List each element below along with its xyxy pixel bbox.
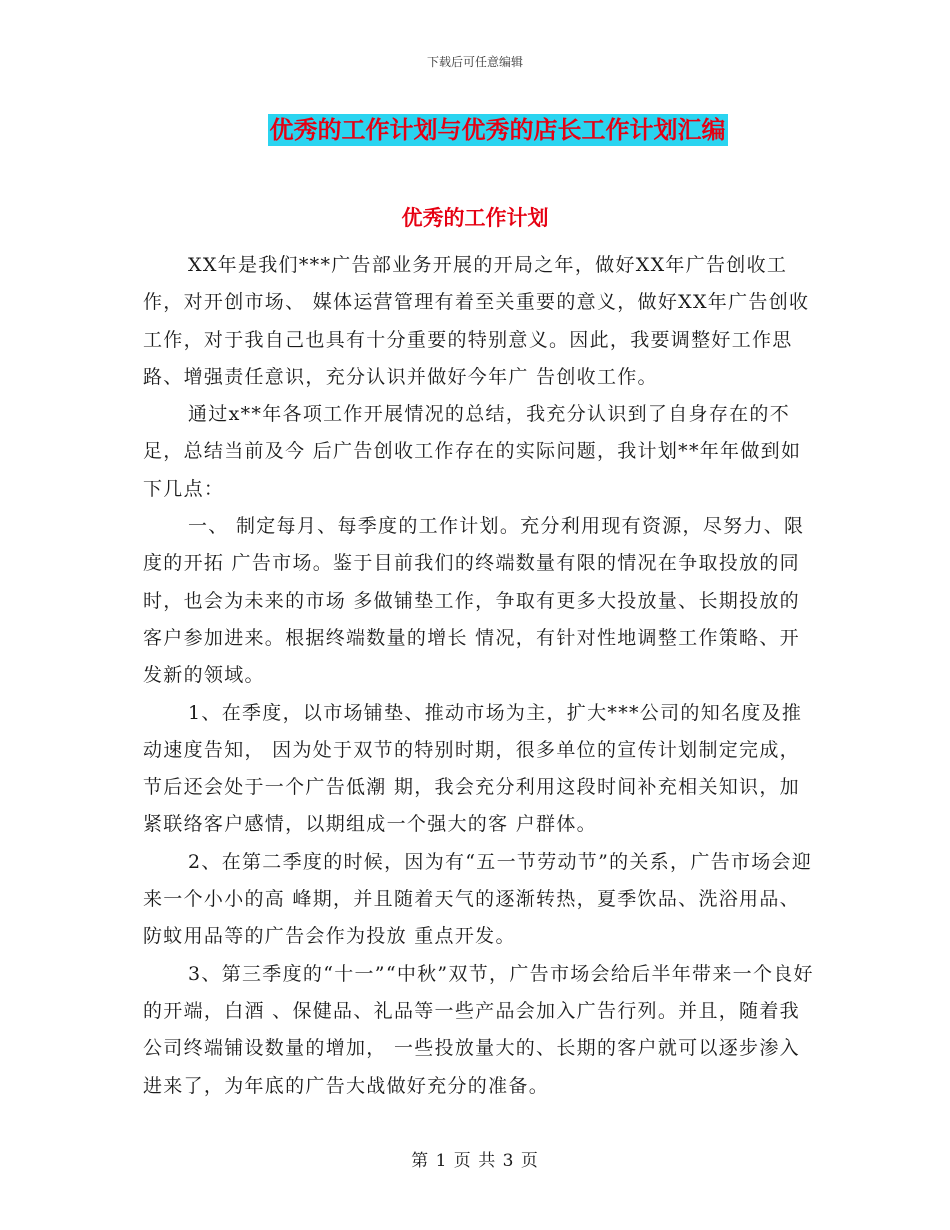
page-footer: 第 1 页 共 3 页 xyxy=(411,1151,539,1171)
document-body xyxy=(143,247,815,1105)
paragraph: 通过x**年各项工作开展情况的总结，我充分认识到了自身存在的不足，总结当前及今 后广告创收工作存在的实际问题，我计划**年年做到如下几点： xyxy=(143,403,802,500)
paragraph: XX年是我们***广告部业务开展的开局之年，做好XX年广告创收工作，对开创市场、 媒体运营管理有着至关重要的意义，做好XX年广告创收工作，对于我自己也具有十分重要的特别意义。因此，我要调整好工作思路、增强责任意识，充分认识并做好今年广 告创收工作。 xyxy=(143,254,810,388)
header-note: 下载后可任意编辑 xyxy=(426,55,523,69)
paragraph: 2、在第二季度的时候，因为有“五一节劳动节”的关系，广告市场会迎来一个小小的高 峰期，并且随着天气的逐渐转热，夏季饮品、洗浴用品、防蚊用品等的广告会作为投放 重点开发。 xyxy=(143,850,813,948)
document-title-wrapper xyxy=(0,114,950,146)
paragraph: 一、 制定每月、每季度的工作计划。充分利用现有资源，尽努力、限度的开拓 广告市场。鉴于目前我们的终端数量有限的情况在争取投放的同时，也会为未来的市场 多做铺垫工作，争取有更多大投放量、长期投放的客户参加进来。根据终端数量的增长 情况，有针对性地调整工作策略、开发新的领域。 xyxy=(143,515,805,687)
paragraph: 1、在季度，以市场铺垫、推动市场为主，扩大***公司的知名度及推动速度告知， 因为处于双节的特别时期，很多单位的宣传计划制定完成，节后还会处于一个广告低潮 期，我会充分利用这段时间补充相关知识，加紧联络客户感情，以期组成一个强大的客 户群体。 xyxy=(143,701,803,836)
section-title: 优秀的工作计划 xyxy=(401,206,549,230)
paragraph: 3、第三季度的“十一”“中秋”双节，广告市场会给后半年带来一个良好的开端，白酒 、保健品、礼品等一些产品会加入广告行列。并且，随着我公司终端铺设数量的增加， 一些投放量大的、长期的客户就可以逐步渗入进来了，为年底的广告大战做好充分的准备。 xyxy=(143,962,814,1097)
document-title: 优秀的工作计划与优秀的店长工作计划汇编 xyxy=(269,116,726,144)
